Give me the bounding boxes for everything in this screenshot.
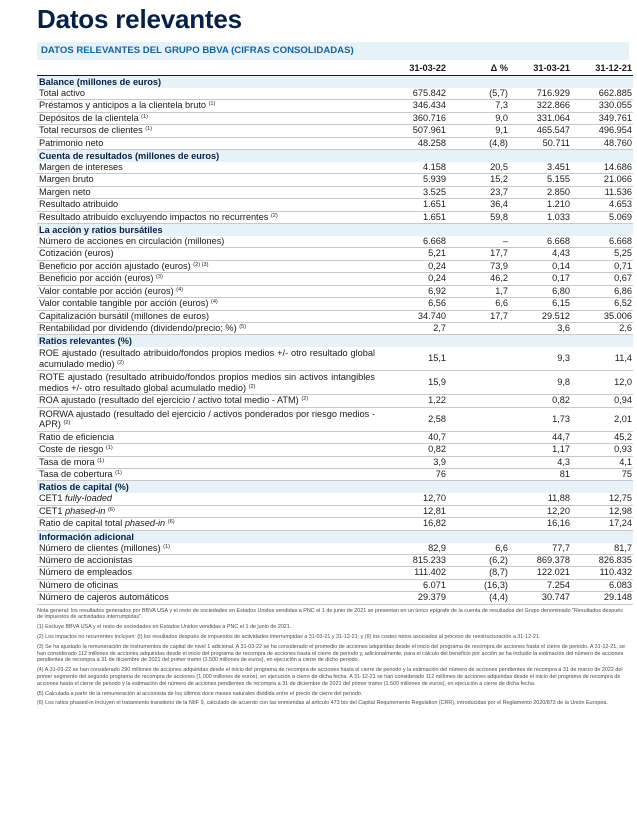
table-row xyxy=(37,186,633,198)
footnote-ref: (1) xyxy=(145,126,153,133)
cell-value: 12,70 xyxy=(385,493,447,505)
footnote-ref: (2) xyxy=(63,420,71,427)
cell-value: 12,98 xyxy=(571,505,633,517)
footnote-ref: (4) xyxy=(210,299,218,306)
cell-value: 9,0 xyxy=(447,112,509,124)
cell-value: 21.066 xyxy=(571,174,633,186)
row-label-text: Número de accionistas xyxy=(39,554,133,565)
cell-value: 6,86 xyxy=(571,285,633,297)
cell-value: 7,3 xyxy=(447,100,509,112)
footnote-ref: (5) xyxy=(239,323,247,330)
table-row xyxy=(37,285,633,297)
cell-value: 5.939 xyxy=(385,174,447,186)
row-label-text: Número de cajeros automáticos xyxy=(39,592,169,603)
row-label-text: Tasa de cobertura xyxy=(39,468,113,479)
cell-value: 1,22 xyxy=(385,395,447,407)
cell-value xyxy=(447,431,509,443)
cell-value: 6,6 xyxy=(447,298,509,310)
row-label xyxy=(37,248,385,260)
cell-value: 9,1 xyxy=(447,125,509,137)
cell-value: 0,24 xyxy=(385,260,447,272)
table-row xyxy=(37,273,633,285)
row-label xyxy=(37,125,385,137)
cell-value: 0,71 xyxy=(571,260,633,272)
cell-value: 50.711 xyxy=(509,137,571,149)
cell-value: 2.850 xyxy=(509,186,571,198)
table-row xyxy=(37,137,633,149)
header-col-1: 31-03-22 xyxy=(385,61,447,76)
cell-value: 3.525 xyxy=(385,186,447,198)
cell-value: 869.378 xyxy=(509,554,571,566)
row-label xyxy=(37,431,385,443)
cell-value: 12,0 xyxy=(571,371,633,395)
cell-value: 16,16 xyxy=(509,518,571,530)
cell-value: 0,94 xyxy=(571,395,633,407)
table-row xyxy=(37,371,633,395)
footnote-ref: (1) xyxy=(105,445,113,452)
footnote-ref: (1) xyxy=(163,543,170,550)
row-label xyxy=(37,371,385,395)
cell-value: 12,75 xyxy=(571,493,633,505)
cell-value: (4,4) xyxy=(447,592,509,604)
row-label xyxy=(37,285,385,297)
table-subtitle: DATOS RELEVANTES DEL GRUPO BBVA (CIFRAS CONSOLIDADAS) xyxy=(37,42,629,60)
cell-value: 11,88 xyxy=(509,493,571,505)
footnote-ref: (2) xyxy=(270,212,278,219)
row-label xyxy=(37,493,385,505)
row-label-text: Valor contable por acción (euros) xyxy=(39,285,174,296)
cell-value: 5.155 xyxy=(509,174,571,186)
row-label-text: CET1 xyxy=(39,505,66,516)
row-label-text: Ratio de eficiencia xyxy=(39,431,115,442)
row-label xyxy=(37,505,385,517)
cell-value: 6.668 xyxy=(571,236,633,248)
table-row xyxy=(37,125,633,137)
cell-value: 6,6 xyxy=(447,543,509,555)
row-label xyxy=(37,260,385,272)
cell-value: 507.961 xyxy=(385,125,447,137)
cell-value: 5,21 xyxy=(385,248,447,260)
row-label xyxy=(37,347,385,371)
row-label xyxy=(37,592,385,604)
cell-value: 81 xyxy=(509,468,571,480)
cell-value: 4,43 xyxy=(509,248,571,260)
cell-value: 4.158 xyxy=(385,162,447,174)
footnote: (2) Los impactos no recurrentes incluyen: (I) los resultados después de impuestos de actividades interrumpidas a 31-03-21 y 31-12-21; y (II) los costes netos asociados al proceso de reestructuración a 31-12-21. xyxy=(37,633,541,640)
row-label xyxy=(37,236,385,248)
cell-value xyxy=(447,456,509,468)
section-header-row xyxy=(37,530,633,543)
row-label xyxy=(37,456,385,468)
row-label-text: Ratio de capital total xyxy=(39,518,125,529)
cell-value: 360.716 xyxy=(385,112,447,124)
table-row xyxy=(37,554,633,566)
table-row xyxy=(37,456,633,468)
cell-value: 0,24 xyxy=(385,273,447,285)
cell-value xyxy=(447,407,509,431)
cell-value: 76 xyxy=(385,468,447,480)
header-col-3: 31-03-21 xyxy=(509,61,571,76)
row-label xyxy=(37,444,385,456)
cell-value xyxy=(447,347,509,371)
row-label-text: RORWA ajustado (resultado del ejercicio / activos ponderados por riesgo medios - APR) xyxy=(39,408,375,430)
row-label-text: Cotización (euros) xyxy=(39,248,114,259)
cell-value: 2,01 xyxy=(571,407,633,431)
cell-value xyxy=(447,468,509,480)
footnote: (6) Los ratios phased-in incluyen el tratamiento transitorio de la NIIF 9, calculado de acuerdo con las enmiendas al artículo 473 bis del Capital Requirements Regulation (CRR), introducidas por el Reglamento 2020/873 de la Unión Europea. xyxy=(37,700,608,707)
table-row xyxy=(37,505,633,517)
cell-value: 3,6 xyxy=(509,322,571,334)
row-label xyxy=(37,88,385,100)
cell-value: 9,8 xyxy=(509,371,571,395)
cell-value: 0,17 xyxy=(509,273,571,285)
cell-value: 346.434 xyxy=(385,100,447,112)
table-row xyxy=(37,493,633,505)
footnote: (5) Calculada a partir de la remuneración al accionista de los últimos doce meses naturales dividida entre el precio de cierre del periodo. xyxy=(37,690,363,697)
cell-value: 2,58 xyxy=(385,407,447,431)
row-label xyxy=(37,273,385,285)
key-data-table xyxy=(37,61,633,605)
table-row xyxy=(37,407,633,431)
row-label-text: Margen de intereses xyxy=(39,162,123,173)
footnote: (1) Excluye BBVA USA y el resto de sociedades en Estados Unidos vendidas a PNC el 1 de junio de 2021. xyxy=(37,624,292,631)
footnote-ref: (2) xyxy=(117,359,124,366)
cell-value: 122.021 xyxy=(509,567,571,579)
row-label xyxy=(37,407,385,431)
row-label xyxy=(37,186,385,198)
table-row xyxy=(37,310,633,322)
cell-value: 2,6 xyxy=(571,322,633,334)
page-title: Datos relevantes xyxy=(37,4,242,34)
footnote-ref: (1) xyxy=(141,113,148,120)
cell-value: (16,3) xyxy=(447,579,509,591)
table-row xyxy=(37,579,633,591)
section-title: Balance (millones de euros) xyxy=(37,76,633,89)
cell-value: – xyxy=(447,236,509,248)
table-row xyxy=(37,88,633,100)
row-label-text: Coste de riesgo xyxy=(39,444,104,455)
cell-value: 0,82 xyxy=(509,395,571,407)
cell-value xyxy=(447,395,509,407)
section-title: Cuenta de resultados (millones de euros) xyxy=(37,150,633,163)
row-label-italic: phased-in xyxy=(124,518,166,529)
cell-value: 349.761 xyxy=(571,112,633,124)
table-row xyxy=(37,298,633,310)
cell-value: 815.233 xyxy=(385,554,447,566)
row-label-text: Préstamos y anticipos a la clientela bruto xyxy=(39,100,206,111)
cell-value: 1.210 xyxy=(509,199,571,211)
cell-value: 1.651 xyxy=(385,199,447,211)
footnote-ref: (3) xyxy=(155,274,163,281)
cell-value: 3.451 xyxy=(509,162,571,174)
table-row xyxy=(37,260,633,272)
cell-value: 6,56 xyxy=(385,298,447,310)
cell-value: 496.954 xyxy=(571,125,633,137)
footnote: Nota general: los resultados generados por BBVA USA y el resto de sociedades en Estados Unidos vendidas a PNC el 1 de junio de 2021 se presentan en un único epígrafe de la cuenta de resultados del Grupo denominado "Resultados después de impuestos de actividades interrumpidas". xyxy=(37,607,623,621)
cell-value: 20,5 xyxy=(447,162,509,174)
cell-value: 6.071 xyxy=(385,579,447,591)
cell-value: 465.547 xyxy=(509,125,571,137)
cell-value: 6,80 xyxy=(509,285,571,297)
cell-value: 0,82 xyxy=(385,444,447,456)
footnote-ref: (4) xyxy=(176,286,184,293)
cell-value: (4,8) xyxy=(447,137,509,149)
row-label xyxy=(37,322,385,334)
row-label xyxy=(37,395,385,407)
header-row xyxy=(37,61,633,76)
cell-value: 15,2 xyxy=(447,174,509,186)
cell-value: 1,17 xyxy=(509,444,571,456)
row-label xyxy=(37,298,385,310)
table-row xyxy=(37,174,633,186)
cell-value: 48.760 xyxy=(571,137,633,149)
row-label xyxy=(37,567,385,579)
row-label-text: ROE ajustado (resultado atribuido/fondos propios medios +/- otro resultado global acumulado medio) xyxy=(39,348,375,369)
section-header-row xyxy=(37,335,633,348)
footnote-ref: (2) (3) xyxy=(193,261,209,268)
row-label xyxy=(37,137,385,149)
row-label xyxy=(37,554,385,566)
cell-value: 4,3 xyxy=(509,456,571,468)
row-label-text: Margen neto xyxy=(39,186,91,197)
row-label-text: Valor contable tangible por acción (euros) xyxy=(39,298,209,309)
cell-value: 4,1 xyxy=(571,456,633,468)
table-row xyxy=(37,112,633,124)
footnote-ref: (2) xyxy=(301,396,309,403)
table-row xyxy=(37,347,633,371)
cell-value: 0,93 xyxy=(571,444,633,456)
row-label xyxy=(37,100,385,112)
cell-value: 6.083 xyxy=(571,579,633,591)
cell-value: 4.653 xyxy=(571,199,633,211)
row-label-text: Resultado atribuido xyxy=(39,199,119,210)
cell-value: 46,2 xyxy=(447,273,509,285)
row-label-text: Beneficio por acción (euros) xyxy=(39,273,154,284)
table-row xyxy=(37,162,633,174)
cell-value: 35.006 xyxy=(571,310,633,322)
table-row xyxy=(37,567,633,579)
cell-value: 11,4 xyxy=(571,347,633,371)
cell-value: 48.258 xyxy=(385,137,447,149)
row-label xyxy=(37,579,385,591)
row-label-italic: phased-in xyxy=(65,505,106,516)
cell-value: 111.402 xyxy=(385,567,447,579)
row-label xyxy=(37,518,385,530)
table-row xyxy=(37,543,633,555)
cell-value: 73,9 xyxy=(447,260,509,272)
cell-value xyxy=(447,505,509,517)
table-row xyxy=(37,322,633,334)
row-label-text: ROA ajustado (resultado del ejercicio / activo total medio - ATM) xyxy=(39,395,299,406)
cell-value: 45,2 xyxy=(571,431,633,443)
table-body xyxy=(37,76,633,605)
table-row xyxy=(37,431,633,443)
cell-value: 716.929 xyxy=(509,88,571,100)
cell-value xyxy=(447,371,509,395)
footnote-ref: (2) xyxy=(248,383,256,390)
row-label-italic: fully-loaded xyxy=(65,493,113,504)
cell-value: 1,7 xyxy=(447,285,509,297)
cell-value: 23,7 xyxy=(447,186,509,198)
cell-value: 6,92 xyxy=(385,285,447,297)
row-label xyxy=(37,162,385,174)
row-label-text: Depósitos de la clientela xyxy=(39,112,139,123)
cell-value: 1,73 xyxy=(509,407,571,431)
cell-value: 1.033 xyxy=(509,211,571,223)
cell-value: 6,52 xyxy=(571,298,633,310)
row-label xyxy=(37,199,385,211)
cell-value xyxy=(447,322,509,334)
footnote-ref: (1) xyxy=(208,101,216,108)
row-label-text: Total activo xyxy=(39,88,85,98)
cell-value: 29.148 xyxy=(571,592,633,604)
footnote-ref: (1) xyxy=(97,457,105,464)
row-label-text: Número de clientes (millones) xyxy=(39,542,161,553)
cell-value: 826.835 xyxy=(571,554,633,566)
header-spacer xyxy=(37,61,385,76)
cell-value: 59,8 xyxy=(447,211,509,223)
cell-value: 9,3 xyxy=(509,347,571,371)
row-label xyxy=(37,112,385,124)
section-header-row xyxy=(37,481,633,494)
row-label-text: Rentabilidad por dividendo (dividendo/precio; %) xyxy=(39,322,237,333)
cell-value xyxy=(447,518,509,530)
row-label-text: Número de oficinas xyxy=(39,579,119,590)
cell-value xyxy=(447,444,509,456)
cell-value: (5,7) xyxy=(447,88,509,100)
footnote: (4) A 31-03-22 se han considerado 290 millones de acciones adquiridas desde el inicio del programa de recompra de acciones hasta el cierre de periodo y la estimación del número de acciones pendientes de recompra a 31 de marzo de 2022 del primer segmento del segundo programa de recompra de acciones (1.000 millones de euros), en ejecución a cierre de dicha fecha. A 31-12-21 se han considerado 112 millones de acciones adquiridas desde el inicio del programa de recompra de acciones hasta el cierre de periodo y la estimación del número de acciones pendientes de recompra a 31 de diciembre de 2021 del primer tramo (1.500 millones de euros), en ejecución a cierre de dicha fecha. xyxy=(37,667,623,687)
cell-value: 331.064 xyxy=(509,112,571,124)
cell-value: 77,7 xyxy=(509,543,571,555)
section-header-row xyxy=(37,76,633,89)
table-row xyxy=(37,248,633,260)
cell-value: 6.668 xyxy=(509,236,571,248)
cell-value: 15,1 xyxy=(385,347,447,371)
cell-value: 17,7 xyxy=(447,310,509,322)
row-label-text: CET1 xyxy=(39,493,66,504)
cell-value: 82,9 xyxy=(385,543,447,555)
header-col-2: Δ % xyxy=(447,61,509,76)
section-title: Ratios de capital (%) xyxy=(37,481,633,494)
footnote-ref: (6) xyxy=(167,519,175,526)
table-row xyxy=(37,592,633,604)
row-label-text: Patrimonio neto xyxy=(39,137,104,148)
cell-value: 5,25 xyxy=(571,248,633,260)
row-label-text: Número de empleados xyxy=(39,567,132,578)
cell-value: 75 xyxy=(571,468,633,480)
cell-value: 322.866 xyxy=(509,100,571,112)
cell-value: 29.379 xyxy=(385,592,447,604)
row-label-text: Tasa de mora xyxy=(39,456,95,467)
cell-value xyxy=(447,493,509,505)
row-label-text: Resultado atribuido excluyendo impactos no recurrentes xyxy=(39,211,269,222)
cell-value: 36,4 xyxy=(447,199,509,211)
cell-value: 17,24 xyxy=(571,518,633,530)
footnote: (3) Se ha ajustado la remuneración de instrumentos de capital de nivel 1 adicional. A 31-03-22 se ha considerado el promedio de acciones adquiridas desde el inicio del programa de recompra de acciones hasta el cierre de periodo. A 31-12-21, se han considerado 112 millones de acciones adquiridas desde el inicio del programa de recompra de acciones hasta el cierre de periodo y, adicionalmente, para el cálculo del beneficio por acción se ha incluido la estimación del número de acciones pendientes de recompra a 31 de diciembre de 2021 del primer tramo (1.500 millones de euros), en ejecución a cierre de dicho periodo. xyxy=(37,643,625,664)
cell-value: 7.254 xyxy=(509,579,571,591)
table-row xyxy=(37,100,633,112)
table-row xyxy=(37,518,633,530)
cell-value: 6.668 xyxy=(385,236,447,248)
table-row xyxy=(37,236,633,248)
cell-value: 2,7 xyxy=(385,322,447,334)
table-row xyxy=(37,199,633,211)
cell-value: 3,9 xyxy=(385,456,447,468)
row-label-text: Número de acciones en circulación (millones) xyxy=(39,236,225,247)
row-label xyxy=(37,310,385,322)
row-label-text: Margen bruto xyxy=(39,174,94,185)
row-label-text: Total recursos de clientes xyxy=(39,125,143,136)
cell-value: 81,7 xyxy=(571,543,633,555)
cell-value: 29.512 xyxy=(509,310,571,322)
cell-value: 14.686 xyxy=(571,162,633,174)
row-label xyxy=(37,211,385,223)
section-header-row xyxy=(37,150,633,163)
cell-value: 12,81 xyxy=(385,505,447,517)
cell-value: 662.885 xyxy=(571,88,633,100)
table-row xyxy=(37,444,633,456)
cell-value: 16,82 xyxy=(385,518,447,530)
section-title: Ratios relevantes (%) xyxy=(37,335,633,348)
row-label-text: Capitalización bursátil (millones de euros) xyxy=(39,310,210,321)
table-row xyxy=(37,468,633,480)
section-title: Información adicional xyxy=(37,530,633,543)
row-label xyxy=(37,174,385,186)
footnotes xyxy=(37,608,629,708)
row-label xyxy=(37,468,385,480)
cell-value: 330.055 xyxy=(571,100,633,112)
cell-value: 30.747 xyxy=(509,592,571,604)
cell-value: 11.536 xyxy=(571,186,633,198)
table-row xyxy=(37,211,633,223)
cell-value: 44,7 xyxy=(509,431,571,443)
footnote-ref: (1) xyxy=(115,469,122,476)
section-header-row xyxy=(37,224,633,237)
row-label-text: ROTE ajustado (resultado atribuido/fondos propios medios sin activos intangibles medios +/- otro resultado global acumulado medio) xyxy=(39,372,375,393)
cell-value: 40,7 xyxy=(385,431,447,443)
section-title: La acción y ratios bursátiles xyxy=(37,224,633,237)
cell-value: 0,67 xyxy=(571,273,633,285)
cell-value: 6,15 xyxy=(509,298,571,310)
cell-value: 675.842 xyxy=(385,88,447,100)
cell-value: 5.069 xyxy=(571,211,633,223)
cell-value: 110.432 xyxy=(571,567,633,579)
cell-value: 12,20 xyxy=(509,505,571,517)
row-label-text: Beneficio por acción ajustado (euros) xyxy=(39,260,191,271)
cell-value: 17,7 xyxy=(447,248,509,260)
cell-value: (8,7) xyxy=(447,567,509,579)
cell-value: (6,2) xyxy=(447,554,509,566)
footnote-ref: (6) xyxy=(107,506,115,513)
table-row xyxy=(37,395,633,407)
cell-value: 0,14 xyxy=(509,260,571,272)
cell-value: 15,9 xyxy=(385,371,447,395)
header-col-4: 31-12-21 xyxy=(571,61,633,76)
cell-value: 34.740 xyxy=(385,310,447,322)
row-label xyxy=(37,543,385,555)
cell-value: 1.651 xyxy=(385,211,447,223)
